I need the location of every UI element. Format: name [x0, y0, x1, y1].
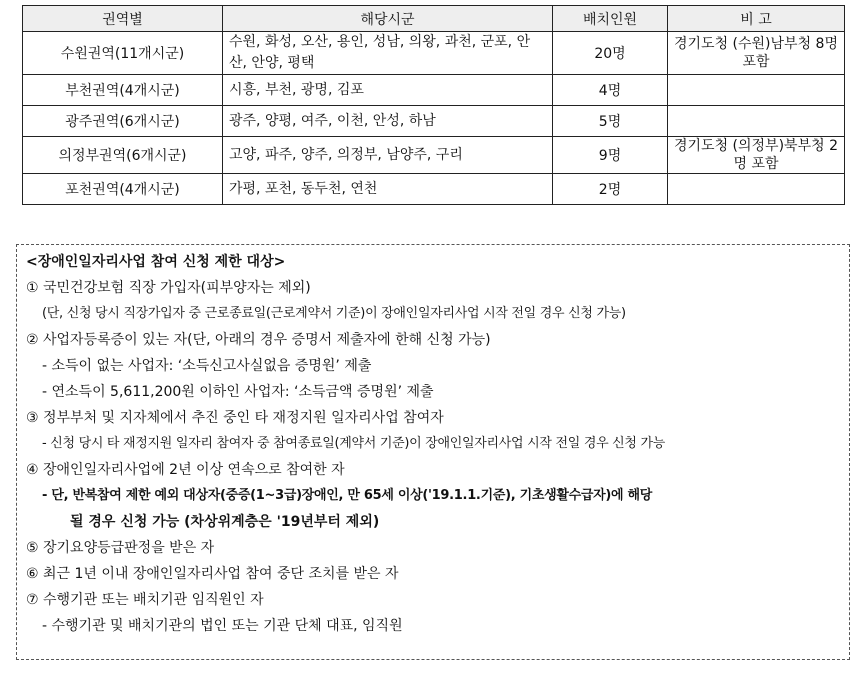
restriction-item: ① 국민건강보험 직장 가입자(피부양자는 제외) [26, 280, 311, 296]
restriction-box [16, 244, 850, 660]
region-cell: 포천권역(4개시군) [23, 174, 223, 205]
cities-cell: 시흥, 부천, 광명, 김포 [223, 75, 553, 106]
restriction-title: <장애인일자리사업 참여 신청 제한 대상> [26, 254, 286, 270]
restriction-item: ⑦ 수행기관 또는 배치기관 임직원인 자 [26, 592, 264, 608]
cities-cell: 광주, 양평, 여주, 이천, 안성, 하남 [223, 106, 553, 137]
region-staff-table [22, 5, 845, 205]
restriction-exception-cont: 될 경우 신청 가능 (차상위계층은 '19년부터 제외) [70, 514, 380, 530]
restriction-item: ⑥ 최근 1년 이내 장애인일자리사업 참여 중단 조치를 받은 자 [26, 566, 399, 582]
note-cell [668, 174, 845, 205]
restriction-note: - 연소득이 5,611,200원 이하인 사업자: ‘소득금액 증명원’ 제출 [42, 384, 434, 400]
restriction-note: (단, 신청 당시 직장가입자 중 근로종료일(근로계약서 기준)이 장애인일자리사업 시작 전일 경우 신청 가능) [42, 306, 626, 321]
header-region: 권역별 [23, 6, 223, 32]
restriction-note: - 신청 당시 타 재정지원 일자리 참여자 중 참여종료일(계약서 기준)이 장애인일자리사업 시작 전일 경우 신청 가능 [42, 436, 666, 451]
cities-cell: 가평, 포천, 동두천, 연천 [223, 174, 553, 205]
table-row [23, 106, 845, 137]
staff-cell: 5명 [553, 106, 668, 137]
cities-cell: 수원, 화성, 오산, 용인, 성남, 의왕, 과천, 군포, 안산, 안양, 평택 [223, 32, 553, 75]
note-cell [668, 106, 845, 137]
header-staff: 배치인원 [553, 6, 668, 32]
cities-cell: 고양, 파주, 양주, 의정부, 남양주, 구리 [223, 137, 553, 174]
table-header-row [23, 6, 845, 32]
staff-cell: 9명 [553, 137, 668, 174]
note-cell: 경기도청 (수원)남부청 8명 포함 [668, 32, 845, 75]
note-cell: 경기도청 (의정부)북부청 2명 포함 [668, 137, 845, 174]
staff-cell: 2명 [553, 174, 668, 205]
region-cell: 부천권역(4개시군) [23, 75, 223, 106]
table-row [23, 75, 845, 106]
table-row [23, 32, 845, 75]
table-row [23, 137, 845, 174]
header-note: 비 고 [668, 6, 845, 32]
header-cities: 해당시군 [223, 6, 553, 32]
region-cell: 의정부권역(6개시군) [23, 137, 223, 174]
table-row [23, 174, 845, 205]
restriction-item: ④ 장애인일자리사업에 2년 이상 연속으로 참여한 자 [26, 462, 345, 478]
restriction-note: - 수행기관 및 배치기관의 법인 또는 기관 단체 대표, 임직원 [42, 618, 403, 634]
region-cell: 수원권역(11개시군) [23, 32, 223, 75]
restriction-exception: - 단, 반복참여 제한 예외 대상자(중증(1~3급)장애인, 만 65세 이상('19.1.1.기준), 기초생활수급자)에 해당 [42, 488, 653, 503]
restriction-item: ③ 정부부처 및 지자체에서 추진 중인 타 재정지원 일자리사업 참여자 [26, 410, 444, 426]
restriction-item: ② 사업자등록증이 있는 자(단, 아래의 경우 증명서 제출자에 한해 신청 가능) [26, 332, 491, 348]
restriction-note: - 소득이 없는 사업자: ‘소득신고사실없음 증명원’ 제출 [42, 358, 372, 374]
staff-cell: 20명 [553, 32, 668, 75]
staff-cell: 4명 [553, 75, 668, 106]
region-cell: 광주권역(6개시군) [23, 106, 223, 137]
restriction-item: ⑤ 장기요양등급판정을 받은 자 [26, 540, 215, 556]
note-cell [668, 75, 845, 106]
